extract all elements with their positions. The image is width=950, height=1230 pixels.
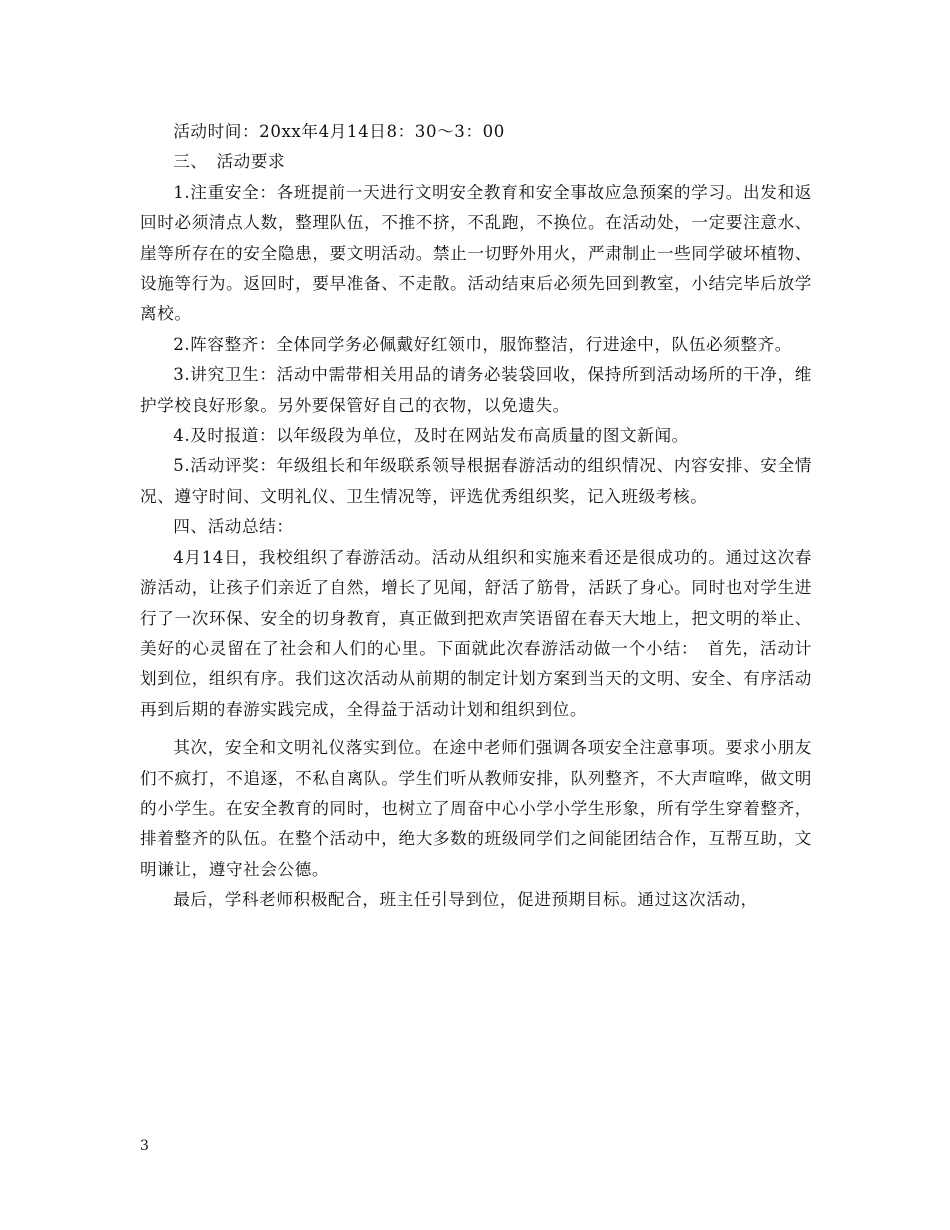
- paragraph-awards: 5.活动评奖：年级组长和年级联系领导根据春游活动的组织情况、内容安排、安全情况、遵守时间、文明礼仪、卫生情况等，评选优秀组织奖，记入班级考核。: [140, 456, 812, 506]
- paragraph-activity-time: 活动时间：20xx年4月14日8：30～3：00: [173, 122, 505, 141]
- paragraph-hygiene: 3.讲究卫生：活动中需带相关用品的请务必装袋回收，保持所到活动场所的干净，维护学校良好形象。另外要保管好自己的衣物，以免遗失。: [140, 365, 812, 415]
- heading-activity-summary: 四、活动总结：: [173, 517, 294, 537]
- page-number: 3: [140, 1138, 149, 1154]
- paragraph-summary-last: 最后，学科老师积极配合，班主任引导到位，促进预期目标。通过这次活动，: [173, 890, 758, 910]
- paragraph-reporting: 4.及时报道：以年级段为单位，及时在网站发布高质量的图文新闻。: [173, 426, 689, 446]
- document-body: [140, 117, 812, 916]
- paragraph-summary-intro: 4月14日，我校组织了春游活动。活动从组织和实施来看还是很成功的。通过这次春游活动，让孩子们亲近了自然，增长了见闻，舒活了筋骨，活跃了身心。同时也对学生进行了一次环保、安全的切身教育，真正做到把欢声笑语留在春天大地上，把文明的举止、美好的心灵留在了社会和人们的心里。下面就此次春游活动做一个小结： 首先，活动计划到位，组织有序。我们这次活动从前期的制定计划方案到当天的文明、安全、有序活动再到后期的春游实践完成，全得益于活动计划和组织到位。: [140, 547, 812, 719]
- paragraph-formation: 2.阵容整齐：全体同学务必佩戴好红领巾，服饰整洁，行进途中，队伍必须整齐。: [173, 334, 792, 354]
- paragraph-safety: 1.注重安全：各班提前一天进行文明安全教育和安全事故应急预案的学习。出发和返回时必须清点人数，整理队伍，不推不挤，不乱跑，不换位。在活动处，一定要注意水、崖等所存在的安全隐患，要文明活动。禁止一切野外用火，严肃制止一些同学破坏植物、设施等行为。返回时，要早准备、不走散。活动结束后必须先回到教室，小结完毕后放学离校。: [140, 182, 812, 324]
- heading-activity-requirements: 三、 活动要求: [173, 152, 286, 172]
- paragraph-summary-second: 其次，安全和文明礼仪落实到位。在途中老师们强调各项安全注意事项。要求小朋友们不疯打，不追逐，不私自离队。学生们听从教师安排，队列整齐，不大声喧哗，做文明的小学生。在安全教育的同时，也树立了周奋中心小学小学生形象，所有学生穿着整齐，排着整齐的队伍。在整个活动中，绝大多数的班级同学们之间能团结合作，互帮互助，文明谦让，遵守社会公德。: [140, 738, 812, 879]
